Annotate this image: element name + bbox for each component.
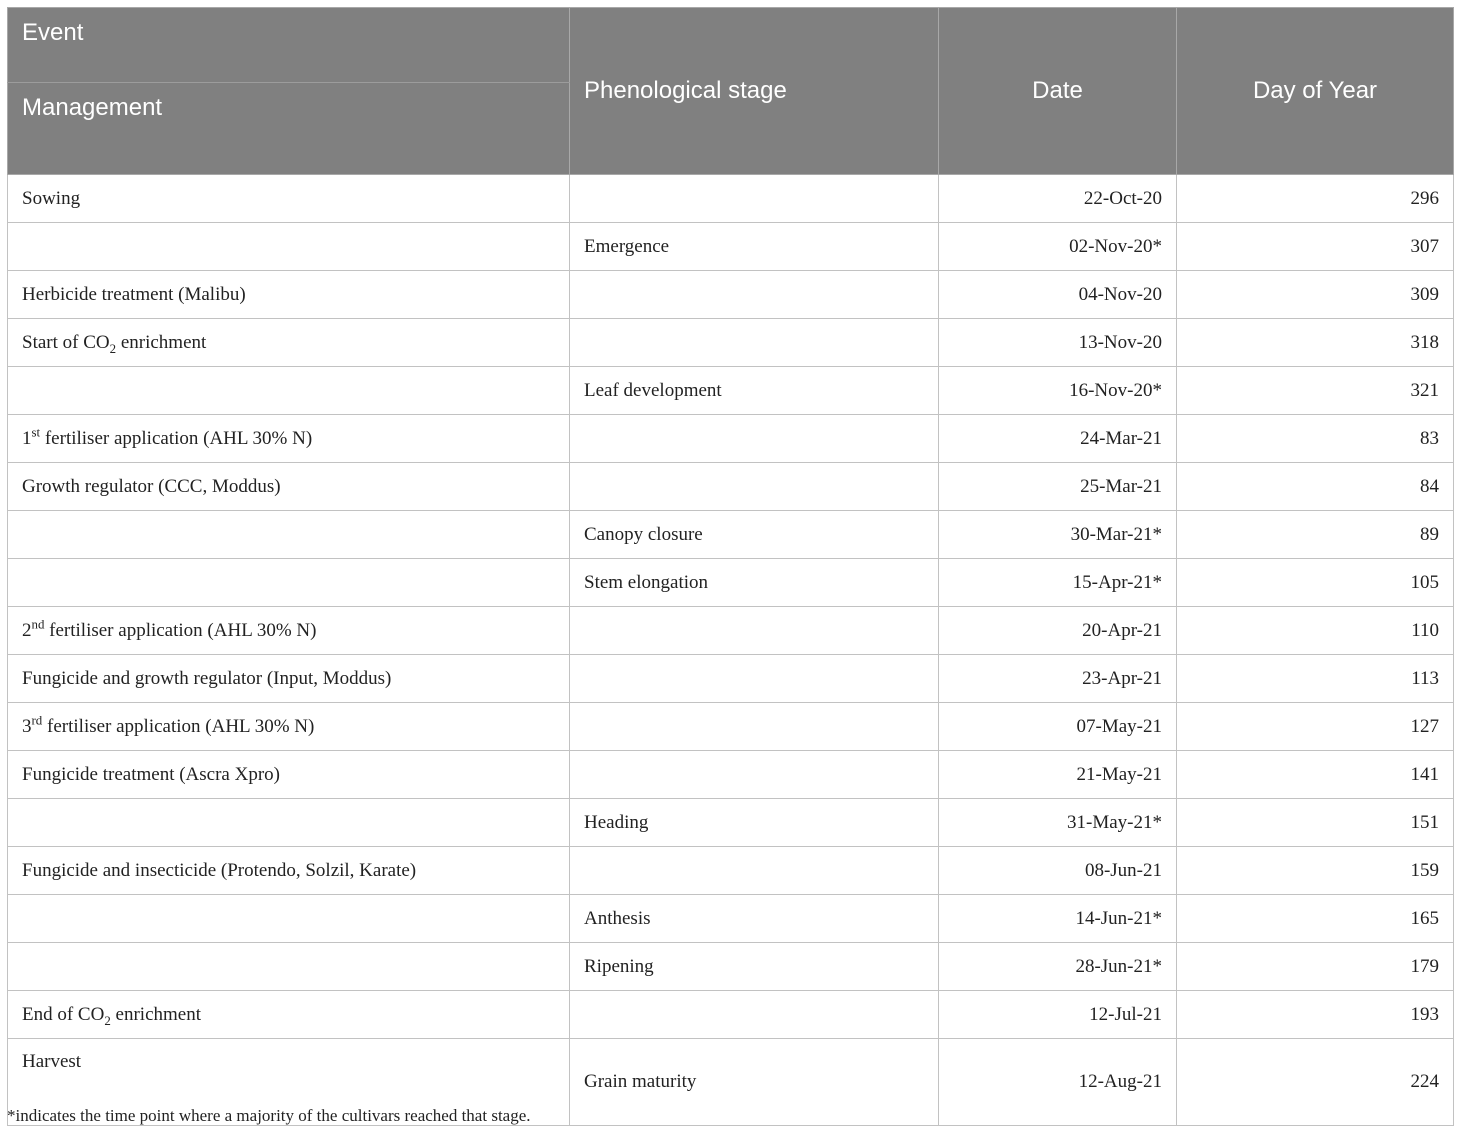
table-row xyxy=(8,415,1454,463)
header-phenological-stage: Phenological stage xyxy=(570,8,939,175)
management-cell xyxy=(8,991,570,1039)
header-day-of-year: Day of Year xyxy=(1177,8,1454,175)
stage-cell: Emergence xyxy=(570,223,939,271)
management-text: enrichment xyxy=(116,331,207,353)
management-cell xyxy=(8,799,570,847)
management-text: fertiliser application (AHL 30% N) xyxy=(42,715,315,737)
date-cell: 15-Apr-21* xyxy=(939,559,1177,607)
stage-cell xyxy=(570,271,939,319)
doy-cell: 83 xyxy=(1177,415,1454,463)
header-date: Date xyxy=(939,8,1177,175)
date-cell: 25-Mar-21 xyxy=(939,463,1177,511)
management-cell xyxy=(8,559,570,607)
doy-cell: 296 xyxy=(1177,175,1454,223)
header-event: Event xyxy=(8,8,570,83)
date-cell: 28-Jun-21* xyxy=(939,943,1177,991)
date-cell: 14-Jun-21* xyxy=(939,895,1177,943)
doy-cell: 89 xyxy=(1177,511,1454,559)
table-row xyxy=(8,991,1454,1039)
management-text: enrichment xyxy=(110,1003,201,1025)
table-row xyxy=(8,271,1454,319)
stage-cell xyxy=(570,463,939,511)
table-row xyxy=(8,751,1454,799)
date-cell: 20-Apr-21 xyxy=(939,607,1177,655)
doy-cell: 309 xyxy=(1177,271,1454,319)
doy-cell: 321 xyxy=(1177,367,1454,415)
management-cell xyxy=(8,703,570,751)
management-text: 1 xyxy=(22,427,32,449)
table-row xyxy=(8,943,1454,991)
table-row xyxy=(8,511,1454,559)
management-cell xyxy=(8,943,570,991)
date-cell: 13-Nov-20 xyxy=(939,319,1177,367)
stage-cell xyxy=(570,319,939,367)
doy-cell: 110 xyxy=(1177,607,1454,655)
doy-cell: 84 xyxy=(1177,463,1454,511)
table-row xyxy=(8,703,1454,751)
stage-cell: Ripening xyxy=(570,943,939,991)
stage-cell: Canopy closure xyxy=(570,511,939,559)
management-text: 2 xyxy=(22,619,32,641)
table-row xyxy=(8,799,1454,847)
stage-cell xyxy=(570,703,939,751)
date-cell: 07-May-21 xyxy=(939,703,1177,751)
stage-cell: Anthesis xyxy=(570,895,939,943)
doy-cell: 105 xyxy=(1177,559,1454,607)
table-row xyxy=(8,319,1454,367)
table-row xyxy=(8,607,1454,655)
superscript: rd xyxy=(31,712,43,728)
table-row xyxy=(8,463,1454,511)
table-row xyxy=(8,367,1454,415)
management-cell xyxy=(8,895,570,943)
phenology-table xyxy=(7,7,1454,1126)
management-cell: Growth regulator (CCC, Moddus) xyxy=(8,463,570,511)
doy-cell: 318 xyxy=(1177,319,1454,367)
doy-cell: 159 xyxy=(1177,847,1454,895)
header-management: Management xyxy=(8,83,570,175)
management-cell: Fungicide and insecticide (Protendo, Solzil, Karate) xyxy=(8,847,570,895)
doy-cell: 224 xyxy=(1177,1039,1454,1126)
management-text: fertiliser application (AHL 30% N) xyxy=(44,619,317,641)
superscript: st xyxy=(31,424,41,440)
stage-cell: Stem elongation xyxy=(570,559,939,607)
management-cell: Fungicide treatment (Ascra Xpro) xyxy=(8,751,570,799)
doy-cell: 141 xyxy=(1177,751,1454,799)
management-text: fertiliser application (AHL 30% N) xyxy=(40,427,313,449)
management-cell: Harvest xyxy=(8,1039,570,1126)
table-footnote: *indicates the time point where a majority of the cultivars reached that stage. xyxy=(7,1106,531,1125)
date-cell: 12-Jul-21 xyxy=(939,991,1177,1039)
subscript: 2 xyxy=(109,340,117,356)
doy-cell: 151 xyxy=(1177,799,1454,847)
table-row xyxy=(8,223,1454,271)
header-row-1 xyxy=(8,8,1454,83)
stage-cell xyxy=(570,655,939,703)
date-cell: 21-May-21 xyxy=(939,751,1177,799)
management-cell xyxy=(8,223,570,271)
date-cell: 30-Mar-21* xyxy=(939,511,1177,559)
doy-cell: 193 xyxy=(1177,991,1454,1039)
stage-cell xyxy=(570,415,939,463)
date-cell: 08-Jun-21 xyxy=(939,847,1177,895)
stage-cell: Heading xyxy=(570,799,939,847)
date-cell: 23-Apr-21 xyxy=(939,655,1177,703)
date-cell: 16-Nov-20* xyxy=(939,367,1177,415)
doy-cell: 307 xyxy=(1177,223,1454,271)
table-row xyxy=(8,175,1454,223)
stage-cell: Leaf development xyxy=(570,367,939,415)
date-cell: 12-Aug-21 xyxy=(939,1039,1177,1126)
date-cell: 31-May-21* xyxy=(939,799,1177,847)
doy-cell: 127 xyxy=(1177,703,1454,751)
management-cell: Herbicide treatment (Malibu) xyxy=(8,271,570,319)
doy-cell: 179 xyxy=(1177,943,1454,991)
stage-cell xyxy=(570,607,939,655)
stage-cell xyxy=(570,847,939,895)
date-cell: 04-Nov-20 xyxy=(939,271,1177,319)
date-cell: 02-Nov-20* xyxy=(939,223,1177,271)
date-cell: 24-Mar-21 xyxy=(939,415,1177,463)
management-text: Start of CO xyxy=(22,331,110,353)
date-cell: 22-Oct-20 xyxy=(939,175,1177,223)
stage-cell xyxy=(570,751,939,799)
doy-cell: 113 xyxy=(1177,655,1454,703)
management-cell xyxy=(8,511,570,559)
management-cell: Fungicide and growth regulator (Input, Moddus) xyxy=(8,655,570,703)
table-row xyxy=(8,847,1454,895)
management-text: End of CO xyxy=(22,1003,105,1025)
management-cell xyxy=(8,415,570,463)
management-text: 3 xyxy=(22,715,32,737)
management-cell xyxy=(8,367,570,415)
table-row xyxy=(8,895,1454,943)
superscript: nd xyxy=(31,616,45,632)
management-cell xyxy=(8,319,570,367)
stage-cell: Grain maturity xyxy=(570,1039,939,1126)
management-cell xyxy=(8,607,570,655)
management-cell: Sowing xyxy=(8,175,570,223)
table-row xyxy=(8,559,1454,607)
table-row xyxy=(8,655,1454,703)
doy-cell: 165 xyxy=(1177,895,1454,943)
subscript: 2 xyxy=(104,1012,111,1028)
stage-cell xyxy=(570,175,939,223)
stage-cell xyxy=(570,991,939,1039)
